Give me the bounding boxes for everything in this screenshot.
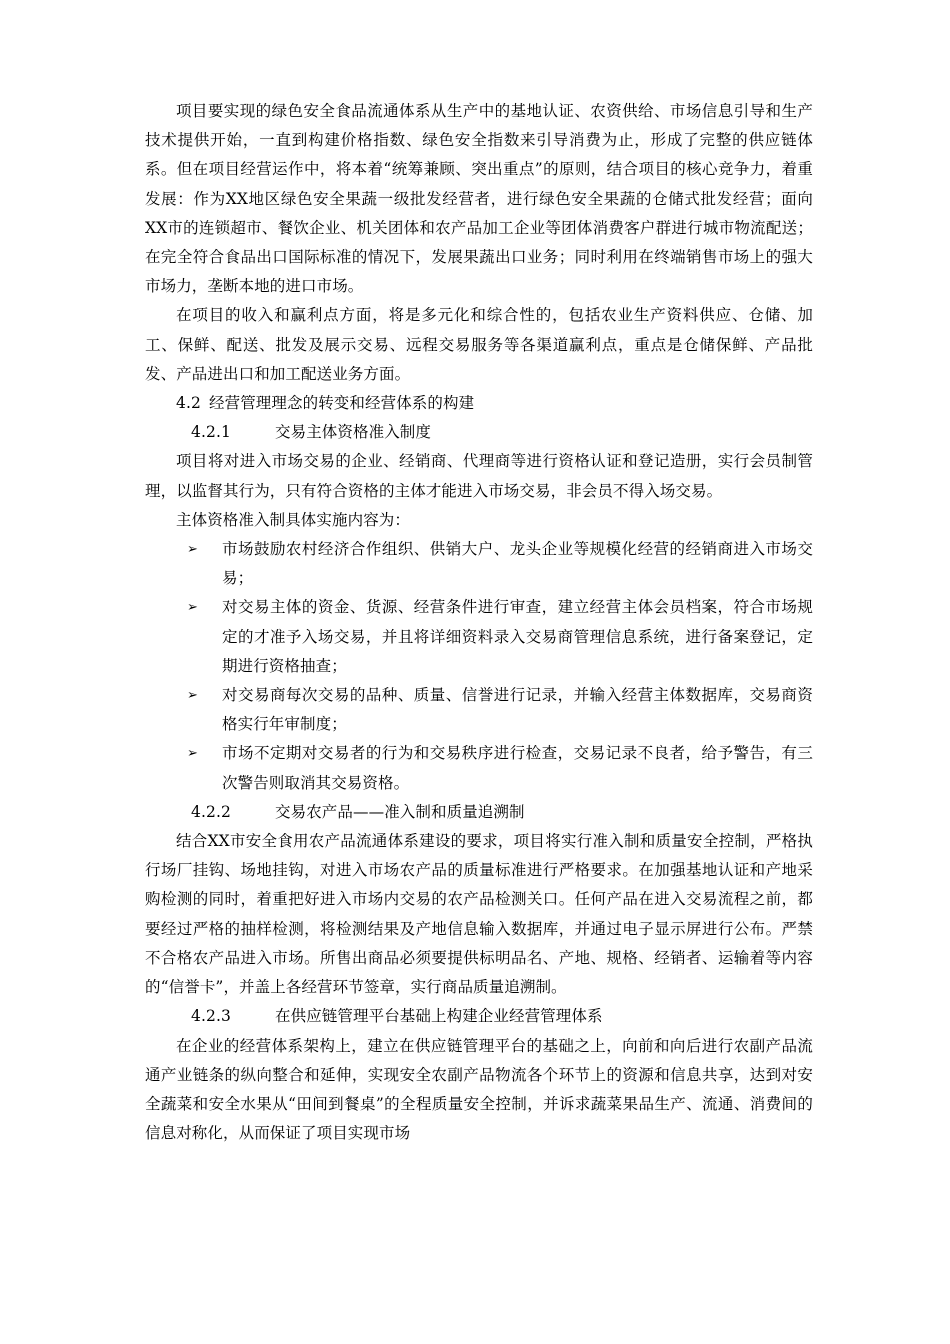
- list-item-text: 对交易商每次交易的品种、质量、信誉进行记录，并输入经营主体数据库，交易商资格实行年审制度；: [222, 686, 813, 734]
- section-heading-4-2-1: [145, 418, 813, 447]
- section-title: 交易主体资格准入制度: [275, 423, 432, 442]
- section-title: 交易农产品——准入制和质量追溯制: [275, 802, 525, 821]
- list-item-text: 对交易主体的资金、货源、经营条件进行审查，建立经营主体会员档案，符合市场规定的才准予入场交易，并且将详细资料录入交易商管理信息系统，进行备案登记，定期进行资格抽查；: [222, 598, 813, 675]
- list-item: [145, 535, 813, 593]
- section-heading-4-2: [145, 389, 813, 418]
- section-heading-4-2-3: [145, 1002, 813, 1031]
- section-number: 4.2.2: [191, 802, 231, 821]
- body-paragraph: 结合XX市安全食用农产品流通体系建设的要求，项目将实行准入制和质量安全控制，严格执行场厂挂钩、场地挂钩，对进入市场农产品的质量标准进行严格要求。在加强基地认证和产地采购检测的同时，着重把好进入市场内交易的农产品检测关口。任何产品在进入交易流程之前，都要经过严格的抽样检测，将检测结果及产地信息输入数据库，并通过电子显示屏进行公布。严禁不合格农产品进入市场。所售出商品必须要提供标明品名、产地、规格、经销者、运输着等内容的“信誉卡”，并盖上各经营环节签章，实行商品质量追溯制。: [145, 832, 813, 997]
- list-item: [145, 593, 813, 681]
- section-title: 经营管理理念的转变和经营体系的构建: [209, 394, 475, 413]
- section-number: 4.2.3: [191, 1007, 231, 1026]
- body-paragraph: 项目要实现的绿色安全食品流通体系从生产中的基地认证、农资供给、市场信息引导和生产技术提供开始，一直到构建价格指数、绿色安全指数来引导消费为止，形成了完整的供应链体系。但在项目经营运作中，将本着“统筹兼顾、突出重点”的原则，结合项目的核心竞争力，着重发展：作为XX地区绿色安全果蔬一级批发经营者，进行绿色安全果蔬的仓储式批发经营；面向XX市的连锁超市、餐饮企业、机关团体和农产品加工企业等团体消费客户群进行城市物流配送； 在完全符合食品出口国际标准的情况下，发展果蔬出口业务；同时利用在终端销售市场上的强大市场力，垄断本地的进口市场。: [145, 102, 813, 296]
- section-heading-4-2-2: [145, 798, 813, 827]
- arrow-bullet-icon: ➢: [187, 746, 198, 762]
- list-intro: 主体资格准入制具体实施内容为：: [176, 510, 411, 529]
- list-item-text: 市场不定期对交易者的行为和交易秩序进行检查，交易记录不良者，给予警告，有三次警告则取消其交易资格。: [222, 744, 813, 792]
- section-title: 在供应链管理平台基础上构建企业经营管理体系: [275, 1007, 603, 1026]
- arrow-bullet-icon: ➢: [187, 600, 198, 616]
- document-page: [145, 97, 813, 1148]
- body-paragraph: 在企业的经营体系架构上，建立在供应链管理平台的基础之上，向前和向后进行农副产品流通产业链条的纵向整合和延伸，实现安全农副产品物流各个环节上的资源和信息共享，达到对安全蔬菜和安全水果从“田间到餐桌”的全程质量安全控制，并诉求蔬菜果品生产、流通、消费间的信息对称化，从而保证了项目实现市场: [145, 1036, 813, 1143]
- body-paragraph: 项目将对进入市场交易的企业、经销商、代理商等进行资格认证和登记造册，实行会员制管理，以监督其行为，只有符合资格的主体才能进入市场交易，非会员不得入场交易。: [145, 452, 813, 500]
- list-item: [145, 681, 813, 739]
- list-item-text: 市场鼓励农村经济合作组织、供销大户、龙头企业等规模化经营的经销商进入市场交易；: [222, 540, 813, 588]
- body-paragraph: 在项目的收入和赢利点方面，将是多元化和综合性的，包括农业生产资料供应、仓储、加工、保鲜、配送、批发及展示交易、远程交易服务等各渠道赢利点，重点是仓储保鲜、产品批发、产品进出口和加工配送业务方面。: [145, 306, 813, 383]
- arrow-bullet-icon: ➢: [187, 688, 198, 704]
- list-item: [145, 739, 813, 797]
- bullet-list: [145, 535, 813, 798]
- section-number: 4.2.1: [191, 423, 231, 442]
- arrow-bullet-icon: ➢: [187, 542, 198, 558]
- section-number: 4.2: [176, 394, 201, 413]
